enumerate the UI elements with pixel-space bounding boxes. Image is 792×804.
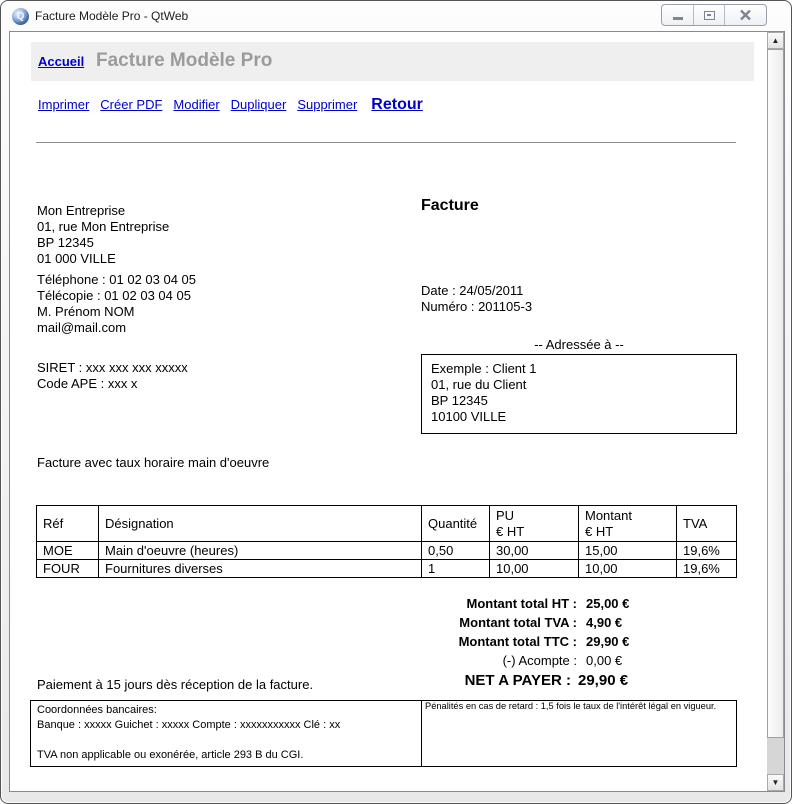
create-pdf-link[interactable]: Créer PDF — [100, 97, 163, 112]
invoice-subject: Facture avec taux horaire main d'oeuvre — [37, 455, 270, 470]
sender-city: 01 000 VILLE — [37, 251, 116, 266]
deposit-row: (-) Acompte : 0,00 € — [502, 653, 623, 668]
browser-viewport — [9, 31, 785, 792]
window-title: Facture Modèle Pro - QtWeb — [35, 9, 189, 23]
penalties-cell: Pénalités en cas de retard : 1,5 fois le taux de l'intérêt légal en vigueur. — [422, 701, 737, 767]
separator — [36, 142, 736, 143]
payment-terms: Paiement à 15 jours dès réception de la facture. — [37, 677, 314, 692]
cell-montant: 10,00 — [579, 560, 677, 578]
cell-tva: 19,6% — [677, 560, 737, 578]
sender-name: Mon Entreprise — [37, 203, 126, 218]
invoice-number: Numéro : 201105-3 — [421, 299, 533, 314]
title-bar[interactable] — [1, 1, 791, 31]
action-toolbar — [38, 96, 423, 114]
scroll-down-icon: ▼ — [771, 777, 780, 787]
sender-bp: BP 12345 — [37, 235, 94, 250]
footer-table — [30, 700, 737, 767]
item-row — [37, 542, 737, 560]
maximize-button[interactable] — [693, 5, 724, 25]
col-unit-price: PU € HT — [490, 506, 579, 542]
client-bp: BP 12345 — [431, 393, 488, 408]
col-amount: Montant € HT — [579, 506, 677, 542]
close-icon — [739, 9, 752, 21]
page-title: Facture Modèle Pro — [96, 50, 273, 71]
invoice-page — [10, 32, 767, 791]
cell-pu: 30,00 — [490, 542, 579, 560]
client-address-box — [421, 354, 737, 434]
bank-details-cell — [31, 701, 422, 767]
col-tva: TVA — [677, 506, 737, 542]
items-table — [36, 505, 737, 578]
document-title: Facture — [421, 197, 479, 214]
client-city: 10100 VILLE — [431, 409, 507, 424]
scrollbar-thumb[interactable] — [767, 49, 784, 738]
scroll-up-button[interactable] — [767, 32, 784, 49]
maximize-icon — [704, 11, 715, 20]
col-quantity: Quantité — [422, 506, 490, 542]
sender-fax: Télécopie : 01 02 03 04 05 — [37, 288, 191, 303]
sender-street: 01, rue Mon Entreprise — [37, 219, 170, 234]
document-meta — [421, 283, 532, 315]
invoice-date: Date : 24/05/2011 — [421, 283, 524, 298]
sender-registration — [37, 360, 188, 392]
cell-qty: 1 — [422, 560, 490, 578]
col-ref: Réf — [37, 506, 99, 542]
client-street: 01, rue du Client — [431, 377, 527, 392]
spacer — [37, 733, 415, 748]
scroll-up-icon: ▲ — [771, 35, 780, 45]
items-header-row — [37, 506, 737, 542]
vertical-scrollbar[interactable] — [767, 32, 784, 791]
sender-person: M. Prénom NOM — [37, 304, 135, 319]
window-controls — [661, 4, 767, 26]
bank-title: Coordonnées bancaires: — [37, 704, 157, 716]
col-designation: Désignation — [99, 506, 422, 542]
total-tva-row: Montant total TVA : 4,90 € — [459, 615, 623, 630]
minimize-icon — [673, 17, 683, 20]
minimize-button[interactable] — [662, 5, 693, 25]
sender-email: mail@mail.com — [37, 320, 127, 335]
sender-phone: Téléphone : 01 02 03 04 05 — [37, 272, 197, 287]
cell-ref: MOE — [37, 542, 99, 560]
cell-pu: 10,00 — [490, 560, 579, 578]
cell-tva: 19,6% — [677, 542, 737, 560]
tva-note: TVA non applicable ou exonérée, article 293 B du CGI. — [37, 749, 304, 761]
item-row — [37, 560, 737, 578]
sender-ape: Code APE : xxx x — [37, 376, 138, 391]
sender-siret: SIRET : xxx xxx xxx xxxxx — [37, 360, 188, 375]
close-button[interactable] — [724, 5, 766, 25]
sender-address — [37, 203, 169, 267]
cell-montant: 15,00 — [579, 542, 677, 560]
home-link[interactable]: Accueil — [38, 54, 85, 69]
edit-link[interactable]: Modifier — [173, 97, 220, 112]
scroll-down-button[interactable] — [767, 774, 784, 791]
header-band — [31, 42, 754, 81]
cell-designation: Fournitures diverses — [99, 560, 422, 578]
total-ht-row: Montant total HT : 25,00 € — [466, 596, 630, 611]
net-to-pay-row: NET A PAYER : 29,90 € — [464, 672, 629, 689]
cell-ref: FOUR — [37, 560, 99, 578]
back-link[interactable]: Retour — [371, 96, 423, 113]
client-name: Exemple : Client 1 — [431, 361, 537, 376]
sender-contact — [37, 272, 196, 336]
cell-qty: 0,50 — [422, 542, 490, 560]
qtweb-logo-icon[interactable]: Q — [12, 8, 29, 25]
bank-details: Banque : xxxxx Guichet : xxxxx Compte : xxxxxxxxxxx Clé : xx — [37, 719, 341, 731]
total-ttc-row: Montant total TTC : 29,90 € — [458, 634, 630, 649]
delete-link[interactable]: Supprimer — [297, 97, 358, 112]
duplicate-link[interactable]: Dupliquer — [230, 97, 287, 112]
cell-designation: Main d'oeuvre (heures) — [99, 542, 422, 560]
addressed-to-label: -- Adressée à -- — [534, 337, 624, 352]
print-link[interactable]: Imprimer — [38, 97, 90, 112]
